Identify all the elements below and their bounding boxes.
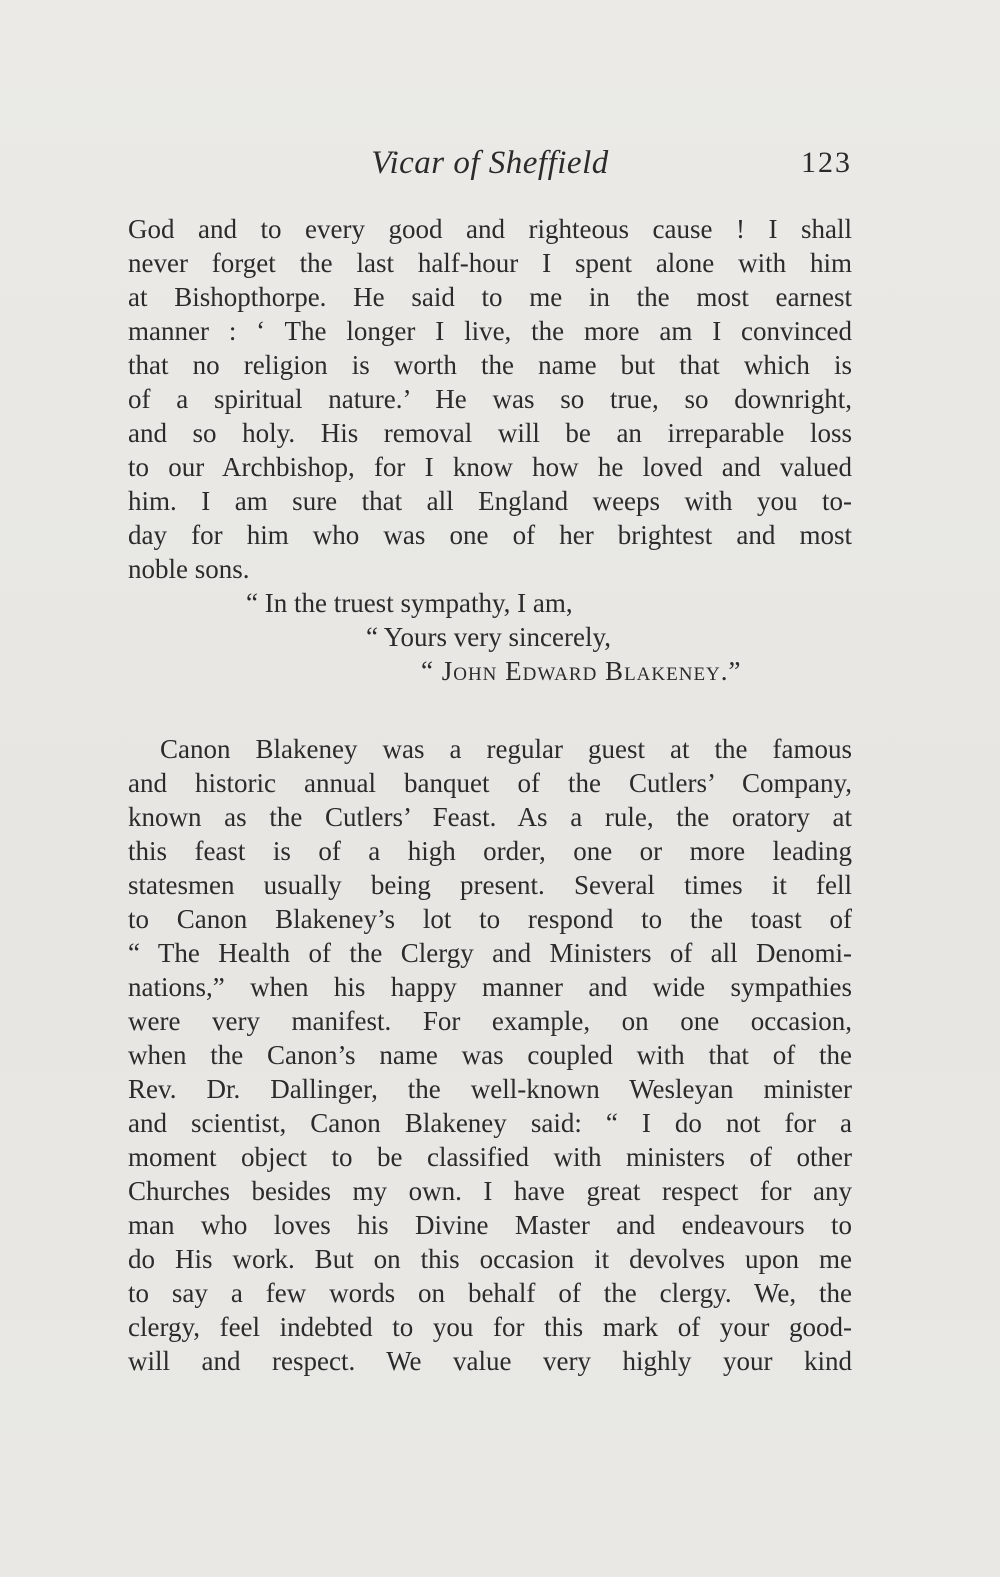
text-line: of a spiritual nature.’ He was so true, so downright, <box>128 384 852 414</box>
text-line: noble sons. <box>128 554 250 584</box>
text-line: and scientist, Canon Blakeney said: “ I do not for a <box>128 1108 852 1138</box>
text-line: day for him who was one of her brightest and most <box>128 520 852 550</box>
text-line: at Bishopthorpe. He said to me in the most earnest <box>128 282 852 312</box>
running-title: Vicar of Sheffield <box>371 145 609 181</box>
text-line: that no religion is worth the name but that which is <box>128 350 852 380</box>
text-line: never forget the last half-hour I spent alone with him <box>128 248 852 278</box>
text-line: Rev. Dr. Dallinger, the well-known Wesleyan minister <box>128 1074 852 1104</box>
text-line: God and to every good and righteous cause ! I shall <box>128 214 852 244</box>
text-line: will and respect. We value very highly your kind <box>128 1346 852 1376</box>
text-line: do His work. But on this occasion it devolves upon me <box>128 1244 852 1274</box>
text-line: him. I am sure that all England weeps with you to- <box>128 486 852 516</box>
text-line: “ The Health of the Clergy and Ministers of all Denomi- <box>128 938 852 968</box>
text-line: moment object to be classified with ministers of other <box>128 1142 852 1172</box>
body-text <box>128 212 852 1378</box>
letter-closing-line: “ In the truest sympathy, I am, <box>246 588 573 618</box>
text-line: man who loves his Divine Master and endeavours to <box>128 1210 852 1240</box>
text-line: and historic annual banquet of the Cutlers’ Company, <box>128 768 852 798</box>
text-line: when the Canon’s name was coupled with that of the <box>128 1040 852 1070</box>
text-line: to our Archbishop, for I know how he loved and valued <box>128 452 852 482</box>
text-line: known as the Cutlers’ Feast. As a rule, the oratory at <box>128 802 852 832</box>
text-line: to Canon Blakeney’s lot to respond to the toast of <box>128 904 852 934</box>
text-line: to say a few words on behalf of the clergy. We, the <box>128 1278 852 1308</box>
text-line: manner : ‘ The longer I live, the more am I convinced <box>128 316 852 346</box>
text-line: statesmen usually being present. Several times it fell <box>128 870 852 900</box>
text-line: Churches besides my own. I have great respect for any <box>128 1176 852 1206</box>
text-line: Canon Blakeney was a regular guest at the famous <box>160 734 852 764</box>
letter-excerpt <box>128 212 852 688</box>
paragraph <box>128 732 852 1378</box>
text-line: were very manifest. For example, on one occasion, <box>128 1006 852 1036</box>
text-line: and so holy. His removal will be an irreparable loss <box>128 418 852 448</box>
text-line: clergy, feel indebted to you for this mark of your good- <box>128 1312 852 1342</box>
page-number: 123 <box>801 146 852 179</box>
letter-signature: “ John Edward Blakeney.” <box>421 656 742 686</box>
text-line: nations,” when his happy manner and wide sympathies <box>128 972 852 1002</box>
page-header <box>128 140 852 186</box>
paragraph-gap <box>128 688 852 732</box>
letter-closing-line: “ Yours very sincerely, <box>366 622 611 652</box>
text-line: this feast is of a high order, one or more leading <box>128 836 852 866</box>
